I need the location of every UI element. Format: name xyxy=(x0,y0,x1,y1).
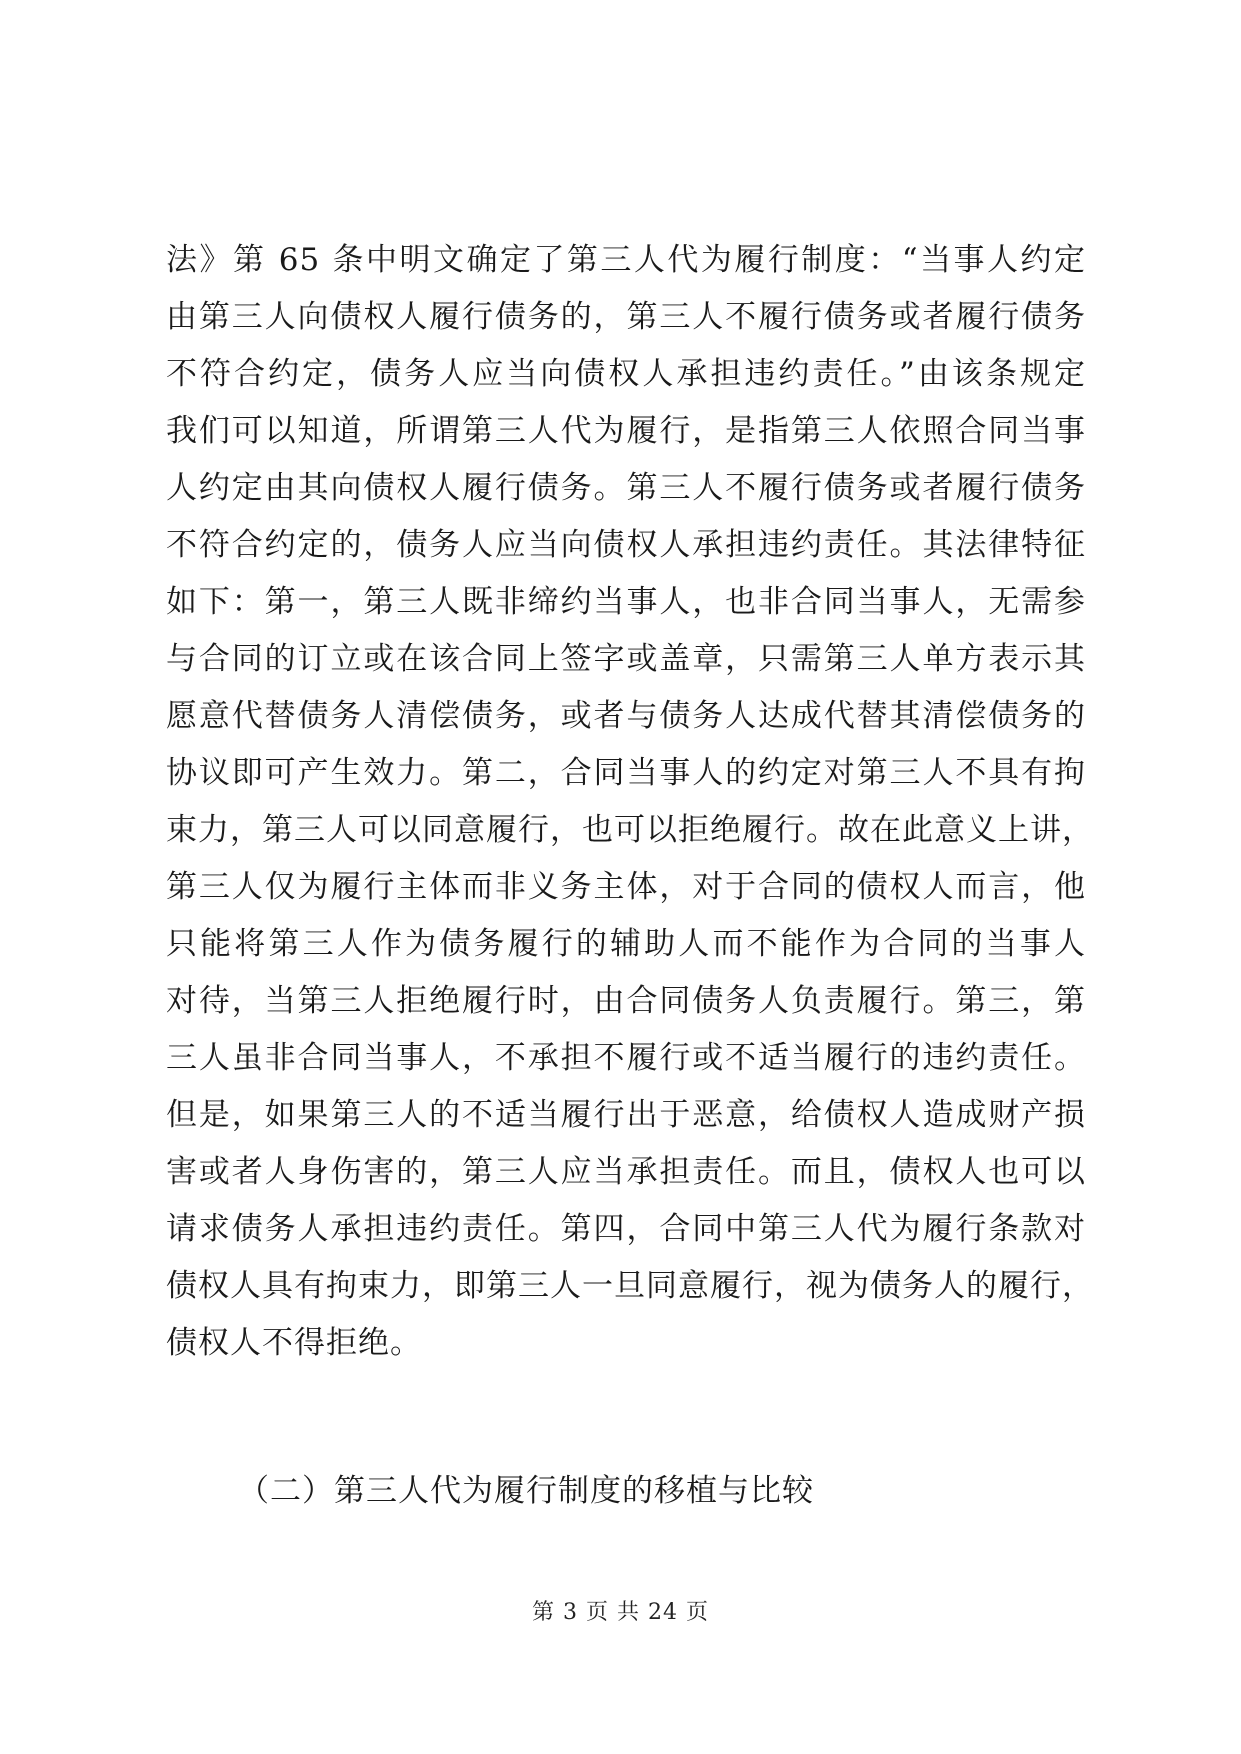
body-line: 法》第 65 条中明文确定了第三人代为履行制度：“当事人约定 xyxy=(166,242,1086,278)
body-line: 愿意代替债务人清偿债务，或者与债务人达成代替其清偿债务的 xyxy=(166,698,1086,734)
body-line: 协议即可产生效力。第二，合同当事人的约定对第三人不具有拘 xyxy=(166,755,1086,791)
body-line: 由第三人向债权人履行债务的，第三人不履行债务或者履行债务 xyxy=(166,299,1086,335)
body-line: 人约定由其向债权人履行债务。第三人不履行债务或者履行债务 xyxy=(166,470,1086,506)
body-line: 但是，如果第三人的不适当履行出于恶意，给债权人造成财产损 xyxy=(166,1097,1086,1133)
body-line: 束力，第三人可以同意履行，也可以拒绝履行。故在此意义上讲， xyxy=(166,812,1094,848)
body-line: 不符合约定的，债务人应当向债权人承担违约责任。其法律特征 xyxy=(166,527,1086,563)
body-line: 债权人不得拒绝。 xyxy=(166,1325,422,1361)
body-line: 害或者人身伤害的，第三人应当承担责任。而且，债权人也可以 xyxy=(166,1154,1086,1190)
section-subheading: （二）第三人代为履行制度的移植与比较 xyxy=(238,1473,814,1509)
body-line: 第三人仅为履行主体而非义务主体，对于合同的债权人而言，他 xyxy=(166,869,1086,905)
body-line: 我们可以知道，所谓第三人代为履行，是指第三人依照合同当事 xyxy=(166,413,1086,449)
body-line: 三人虽非合同当事人，不承担不履行或不适当履行的违约责任。 xyxy=(166,1040,1086,1076)
body-line: 如下：第一，第三人既非缔约当事人，也非合同当事人，无需参 xyxy=(166,584,1086,620)
body-paragraph xyxy=(166,232,1094,1372)
body-line: 只能将第三人作为债务履行的辅助人而不能作为合同的当事人 xyxy=(166,926,1086,962)
body-line: 与合同的订立或在该合同上签字或盖章，只需第三人单方表示其 xyxy=(166,641,1086,677)
body-line: 债权人具有拘束力，即第三人一旦同意履行，视为债务人的履行， xyxy=(166,1268,1094,1304)
body-line: 对待，当第三人拒绝履行时，由合同债务人负责履行。第三，第 xyxy=(166,983,1086,1019)
body-line: 请求债务人承担违约责任。第四，合同中第三人代为履行条款对 xyxy=(166,1211,1086,1247)
page-number-footer: 第 3 页 共 24 页 xyxy=(532,1600,709,1625)
body-line: 不符合约定，债务人应当向债权人承担违约责任。”由该条规定 xyxy=(166,356,1086,392)
